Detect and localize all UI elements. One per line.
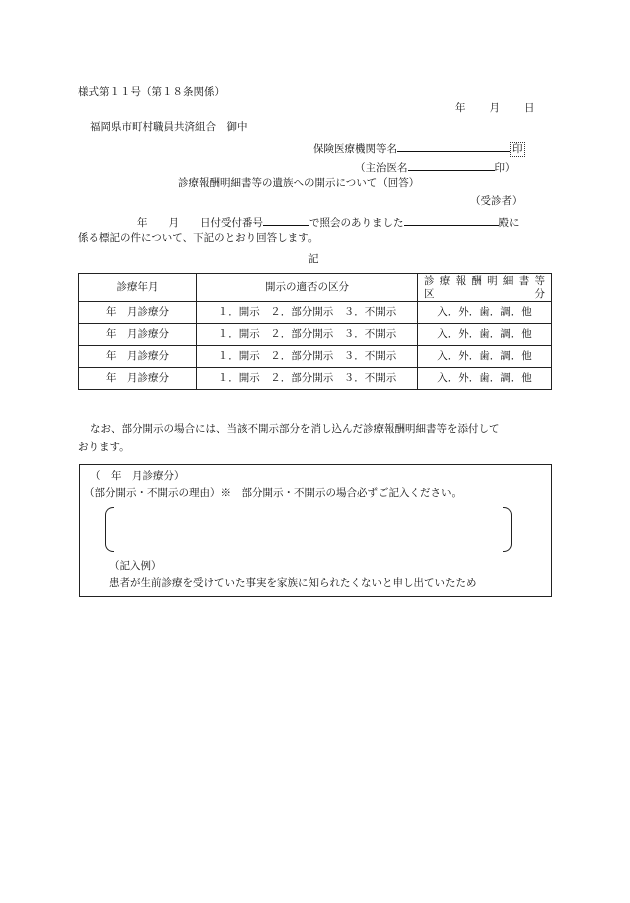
doctor-name-field[interactable] <box>408 159 495 171</box>
row-period[interactable]: 年 月診療分 <box>79 324 197 346</box>
addressee: 福岡県市町村職員共済組合 御中 <box>90 121 248 133</box>
example-label: （記入例） <box>109 560 162 572</box>
body-line-2: 係る標記の件について、下記のとおり回答します。 <box>78 232 319 244</box>
table-row <box>79 302 552 324</box>
reason-period: （ 年 月診療分） <box>90 470 185 482</box>
note-line-2: おります。 <box>78 441 130 453</box>
row-types[interactable]: 入．外．歯．調．他 <box>418 368 552 390</box>
body-line-1 <box>137 214 520 230</box>
disclosure-table <box>78 273 552 390</box>
header-type <box>418 274 552 302</box>
example-text: 患者が生前診療を受けていた事実を家族に知られたくないと申し出ていたため <box>109 577 477 589</box>
body-tono: 殿に <box>498 217 520 229</box>
header-disclosure: 開示の適否の区分 <box>197 274 418 302</box>
ki-heading: 記 <box>308 253 319 265</box>
header-type-ku: 区 <box>424 287 435 300</box>
table-row <box>79 346 552 368</box>
row-types[interactable]: 入．外．歯．調．他 <box>418 302 552 324</box>
row-types[interactable]: 入．外．歯．調．他 <box>418 324 552 346</box>
row-period[interactable]: 年 月診療分 <box>79 368 197 390</box>
row-options[interactable]: １．開示 ２．部分開示 ３．不開示 <box>197 302 418 324</box>
body-mid-text: で照会のありました <box>309 217 404 229</box>
table-row <box>79 368 552 390</box>
row-period[interactable]: 年 月診療分 <box>79 302 197 324</box>
reason-bracket-left <box>105 507 114 552</box>
patient-name-field[interactable] <box>404 214 499 226</box>
institution-name-field[interactable] <box>397 140 510 152</box>
row-period[interactable]: 年 月診療分 <box>79 346 197 368</box>
row-options[interactable]: １．開示 ２．部分開示 ３．不開示 <box>197 324 418 346</box>
receipt-number-field[interactable] <box>263 214 309 226</box>
note-line-1: なお、部分開示の場合には、当該不開示部分を消し込んだ診療報酬明細書等を添付して <box>90 423 500 435</box>
row-types[interactable]: 入．外．歯．調．他 <box>418 346 552 368</box>
institution-label: 保険医療機関等名 <box>313 143 397 155</box>
date-line: 年 月 日 <box>455 102 536 114</box>
reason-label: （部分開示・不開示の理由）※ 部分開示・不開示の場合必ずご記入ください。 <box>84 487 462 499</box>
recipient-label: （受診者） <box>470 195 523 207</box>
table-row <box>79 324 552 346</box>
doctor-seal: 印） <box>494 162 516 174</box>
doctor-name-line <box>355 159 516 175</box>
header-period: 診療年月 <box>79 274 197 302</box>
seal-mark: 印 <box>512 143 523 155</box>
row-options[interactable]: １．開示 ２．部分開示 ３．不開示 <box>197 346 418 368</box>
doctor-label: （主治医名 <box>355 162 408 174</box>
reason-input-area[interactable] <box>114 512 502 546</box>
reason-bracket-right <box>503 507 512 552</box>
form-number: 様式第１１号（第１８条関係） <box>78 86 225 98</box>
row-options[interactable]: １．開示 ２．部分開示 ３．不開示 <box>197 368 418 390</box>
table-header-row <box>79 274 552 302</box>
body-date-label: 年 月 日付受付番号 <box>137 217 263 229</box>
institution-name-line <box>313 140 525 157</box>
document-title: 診療報酬明細書等の遺族への開示について（回答） <box>178 177 420 189</box>
header-type-bun: 分 <box>534 287 545 300</box>
header-type-line1: 診療報酬明細書等 <box>424 274 545 287</box>
header-type-line2 <box>424 288 545 301</box>
